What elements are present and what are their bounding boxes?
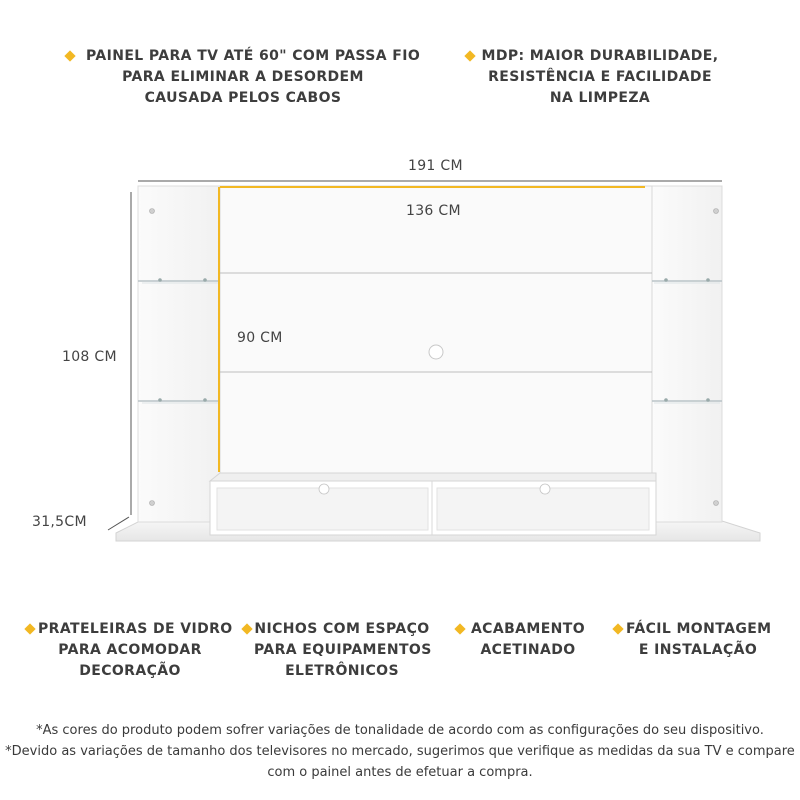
tv-width-label: 136 CM xyxy=(406,203,461,219)
screw-icon xyxy=(714,209,719,214)
feature-satin-finish xyxy=(468,619,588,661)
feature-line: ELETRÔNICOS xyxy=(285,663,399,679)
feature-glass-shelves xyxy=(38,619,233,682)
feature-line: PARA ACOMODAR xyxy=(58,642,202,658)
feature-line: NA LIMPEZA xyxy=(549,90,651,106)
feature-niches xyxy=(254,619,430,682)
screw-icon xyxy=(150,501,155,506)
left-side-panel xyxy=(138,186,220,522)
cable-pass-hole-icon xyxy=(319,484,329,494)
screw-icon xyxy=(150,209,155,214)
cable-pass-hole-icon xyxy=(429,345,443,359)
feature-easy-assembly xyxy=(626,619,770,661)
feature-line: ACETINADO xyxy=(480,642,576,658)
feature-line: E INSTALAÇÃO xyxy=(638,642,758,658)
feature-line: MDP: MAIOR DURABILIDADE, xyxy=(481,48,719,64)
feature-line: ACABAMENTO xyxy=(470,621,586,637)
feature-line: CAUSADA PELOS CABOS xyxy=(144,90,342,106)
central-tv-panel xyxy=(220,186,652,474)
equipment-niches-rack xyxy=(210,473,656,535)
right-side-panel xyxy=(652,186,722,522)
screw-icon xyxy=(714,501,719,506)
cable-pass-hole-icon xyxy=(540,484,550,494)
feature-line: PARA EQUIPAMENTOS xyxy=(254,642,432,658)
total-height-label: 108 CM xyxy=(62,349,117,365)
total-width-label: 191 CM xyxy=(408,158,463,174)
footnote-colors: *As cores do produto podem sofrer variações de tonalidade de acordo com as configurações do seu dispositivo. xyxy=(36,723,764,738)
feature-line: PAINEL PARA TV ATÉ 60" COM PASSA FIO xyxy=(86,48,421,64)
footnote-tv-size: *Devido as variações de tamanho dos televisores no mercado, sugerimos que verifique as medidas da sua TV e compare xyxy=(5,744,795,759)
feature-line: PRATELEIRAS DE VIDRO xyxy=(38,621,233,637)
depth-label: 31,5CM xyxy=(32,514,87,530)
feature-line: PARA ELIMINAR A DESORDEM xyxy=(122,69,364,85)
feature-line: RESISTÊNCIA E FACILIDADE xyxy=(488,69,712,85)
tv-height-label: 90 CM xyxy=(237,330,283,346)
feature-line: NICHOS COM ESPAÇO xyxy=(254,621,430,637)
feature-line: DECORAÇÃO xyxy=(79,663,181,679)
feature-line: FÁCIL MONTAGEM xyxy=(626,621,772,637)
footnote-tv-size-cont: com o painel antes de efetuar a compra. xyxy=(267,765,533,780)
